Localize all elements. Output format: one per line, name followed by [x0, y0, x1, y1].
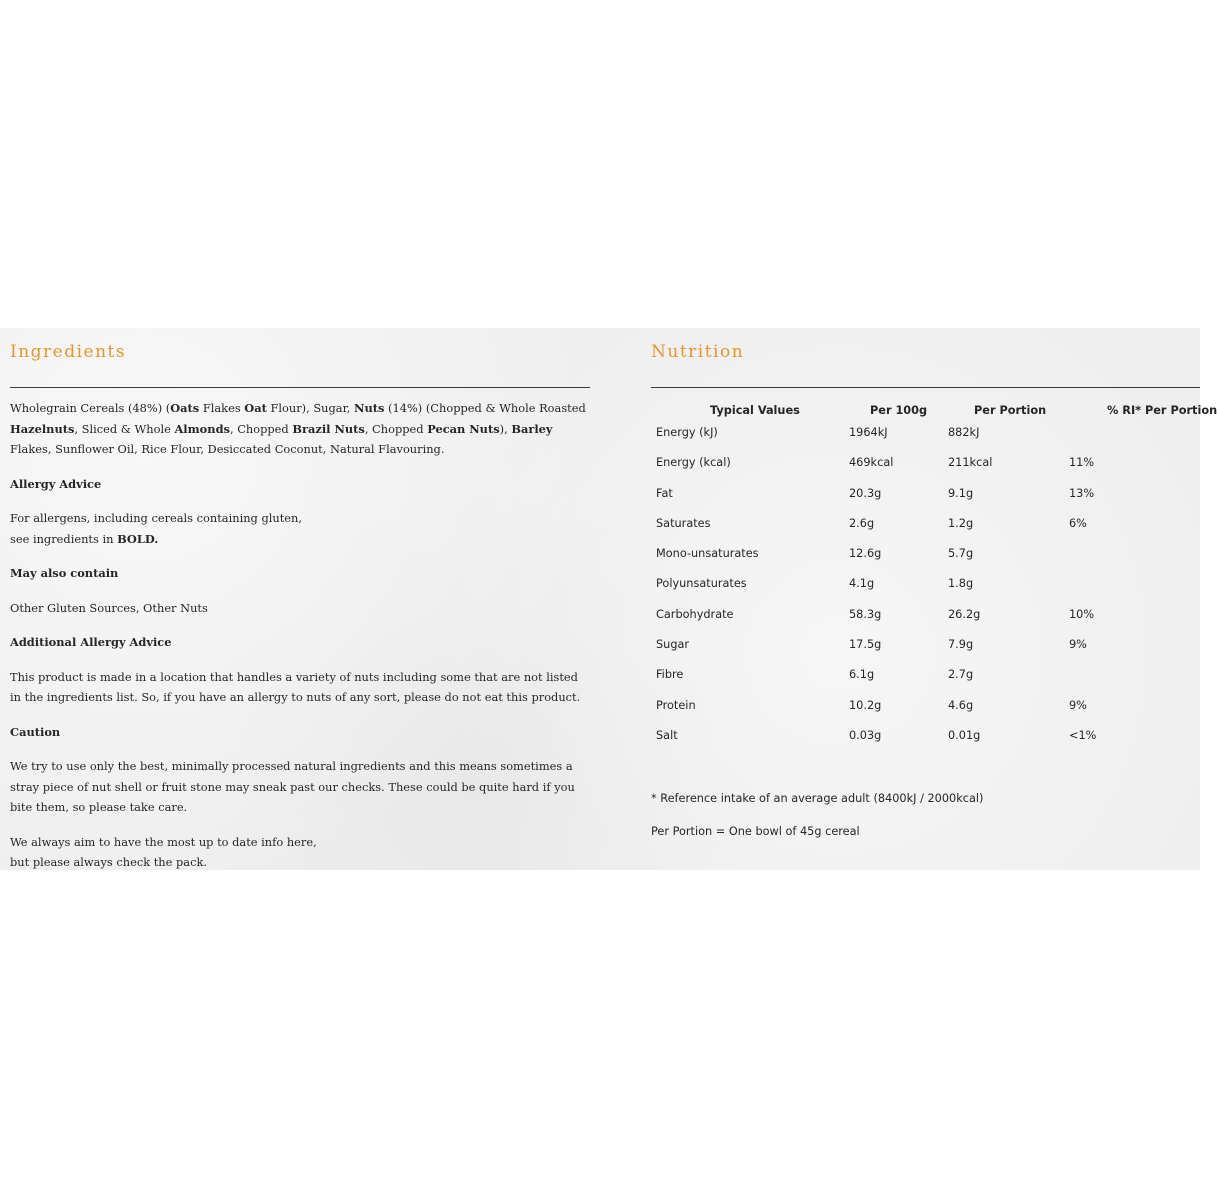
- nutrient-name: Carbohydrate: [656, 607, 734, 621]
- nutrition-row: [651, 608, 1200, 638]
- nutrition-row: [651, 699, 1200, 729]
- ingredient-allergen: Barley: [511, 421, 553, 436]
- ri-percent-value: 9%: [1069, 698, 1087, 712]
- per-portion-value: 4.6g: [948, 698, 974, 712]
- nutrition-table: [651, 400, 1217, 759]
- ingredients-list-text: [10, 398, 590, 460]
- ingredient-allergen: Pecan Nuts: [427, 421, 500, 436]
- ri-percent-value: 11%: [1069, 456, 1095, 470]
- may-contain-text: Other Gluten Sources, Other Nuts: [10, 600, 208, 615]
- allergy-advice-line1: For allergens, including cereals containing gluten,: [10, 511, 303, 525]
- per-100g-value: 1964kJ: [849, 426, 888, 439]
- nutrition-heading: Nutrition: [651, 342, 745, 362]
- disclaimer-text: [10, 832, 590, 873]
- ingredient-allergen: Brazil Nuts: [292, 421, 365, 436]
- nutrient-name: Mono-unsaturates: [656, 547, 759, 561]
- disclaimer-line2: but please always check the pack.: [10, 855, 207, 869]
- ingredients-heading: Ingredients: [10, 342, 127, 362]
- nutrition-row: [651, 426, 1200, 456]
- per-portion-value: 7.9g: [948, 638, 974, 652]
- per-portion-value: 26.2g: [948, 607, 981, 621]
- ri-percent-value: 10%: [1069, 607, 1095, 621]
- allergy-advice-title: Allergy Advice: [10, 476, 102, 491]
- per-portion-value: 9.1g: [948, 486, 974, 500]
- per-100g-value: 0.03g: [849, 728, 882, 742]
- ri-percent-value: <1%: [1069, 728, 1097, 742]
- nutrition-table-body: [651, 426, 1200, 759]
- header-ri-per-portion: % RI* Per Portion: [1107, 404, 1217, 417]
- per-portion-value: 1.8g: [948, 577, 974, 591]
- product-info-panel: [0, 328, 1217, 870]
- nutrition-divider: [651, 387, 1200, 388]
- caution-text: We try to use only the best, minimally processed natural ingredients and this means sometimes a stray piece of nut shell or fruit stone may sneak past our checks. These could be quite hard if you bite them, so please take care.: [10, 759, 575, 814]
- nutrient-name: Protein: [656, 698, 696, 712]
- ri-percent-value: 13%: [1069, 486, 1095, 500]
- per-100g-value: 10.2g: [849, 698, 882, 712]
- allergy-advice-line2-prefix: see ingredients in: [10, 531, 118, 546]
- ingredients-divider: [10, 387, 590, 388]
- ingredient-allergen: Almonds: [174, 421, 230, 436]
- per-100g-value: 6.1g: [849, 668, 875, 682]
- per-100g-value: 17.5g: [849, 638, 882, 652]
- ingredient-text: , Chopped: [229, 421, 293, 436]
- allergy-advice-bold-word: BOLD.: [117, 531, 159, 546]
- ingredient-text: Flakes, Sunflower Oil, Rice Flour, Desiccated Coconut, Natural Flavouring.: [10, 442, 445, 456]
- header-per-portion: Per Portion: [974, 404, 1047, 417]
- per-100g-value: 58.3g: [849, 607, 882, 621]
- nutrition-row: [651, 547, 1200, 577]
- ingredient-text: Flakes: [199, 401, 245, 415]
- per-portion-value: 5.7g: [948, 547, 974, 561]
- nutrient-name: Polyunsaturates: [656, 577, 747, 591]
- nutrient-name: Fibre: [656, 668, 684, 682]
- ri-percent-value: 9%: [1069, 638, 1087, 652]
- ingredient-text: Wholegrain Cereals (48%) (: [10, 401, 171, 415]
- nutrition-table-header: [651, 400, 1217, 426]
- per-100g-value: 12.6g: [849, 547, 882, 561]
- header-typical-values: Typical Values: [710, 404, 800, 417]
- per-portion-value: 1.2g: [948, 516, 974, 530]
- nutrient-name: Saturates: [656, 516, 711, 530]
- caution-title: Caution: [10, 724, 61, 739]
- ingredient-text: ),: [499, 421, 512, 436]
- per-portion-value: 0.01g: [948, 728, 981, 742]
- ingredient-text: Flour), Sugar,: [266, 401, 355, 415]
- per-100g-value: 469kcal: [849, 456, 894, 470]
- ri-percent-value: 6%: [1069, 516, 1087, 530]
- per-portion-value: 211kcal: [948, 456, 993, 470]
- ingredient-text: (14%) (Chopped & Whole Roasted: [384, 401, 586, 415]
- ingredient-allergen: Nuts: [354, 401, 385, 415]
- reference-intake-note: * Reference intake of an average adult (8400kJ / 2000kcal): [651, 792, 984, 805]
- per-100g-value: 2.6g: [849, 516, 875, 530]
- nutrient-name: Fat: [656, 486, 673, 500]
- additional-allergy-title: Additional Allergy Advice: [10, 635, 172, 649]
- nutrition-row: [651, 729, 1200, 759]
- nutrition-row: [651, 577, 1200, 607]
- ingredient-allergen: Oats: [170, 401, 200, 415]
- per-100g-value: 20.3g: [849, 486, 882, 500]
- portion-size-note: Per Portion = One bowl of 45g cereal: [651, 825, 860, 838]
- nutrition-row: [651, 517, 1200, 547]
- nutrient-name: Salt: [656, 728, 678, 742]
- allergy-advice-text: [10, 508, 590, 549]
- may-contain-title: May also contain: [10, 566, 119, 580]
- ingredients-body: [10, 398, 590, 887]
- nutrient-name: Energy (kcal): [656, 456, 731, 470]
- nutrition-row: [651, 668, 1200, 698]
- ingredient-allergen: Oat: [244, 401, 267, 415]
- nutrition-row: [651, 638, 1200, 668]
- nutrition-row: [651, 487, 1200, 517]
- header-per-100g: Per 100g: [870, 404, 928, 417]
- additional-allergy-text: This product is made in a location that handles a variety of nuts including some that are not listed in the ingredients list. So, if you have an allergy to nuts of any sort, please do not eat this product.: [10, 669, 581, 704]
- per-portion-value: 2.7g: [948, 668, 974, 682]
- ingredient-text: , Chopped: [364, 421, 428, 436]
- per-portion-value: 882kJ: [948, 426, 980, 439]
- ingredient-allergen: Hazelnuts: [10, 421, 75, 436]
- disclaimer-line1: We always aim to have the most up to date info here,: [10, 834, 317, 849]
- ingredient-text: , Sliced & Whole: [74, 421, 175, 436]
- nutrition-row: [651, 456, 1200, 486]
- nutrient-name: Sugar: [656, 638, 690, 652]
- nutrient-name: Energy (kJ): [656, 426, 718, 439]
- per-100g-value: 4.1g: [849, 577, 875, 591]
